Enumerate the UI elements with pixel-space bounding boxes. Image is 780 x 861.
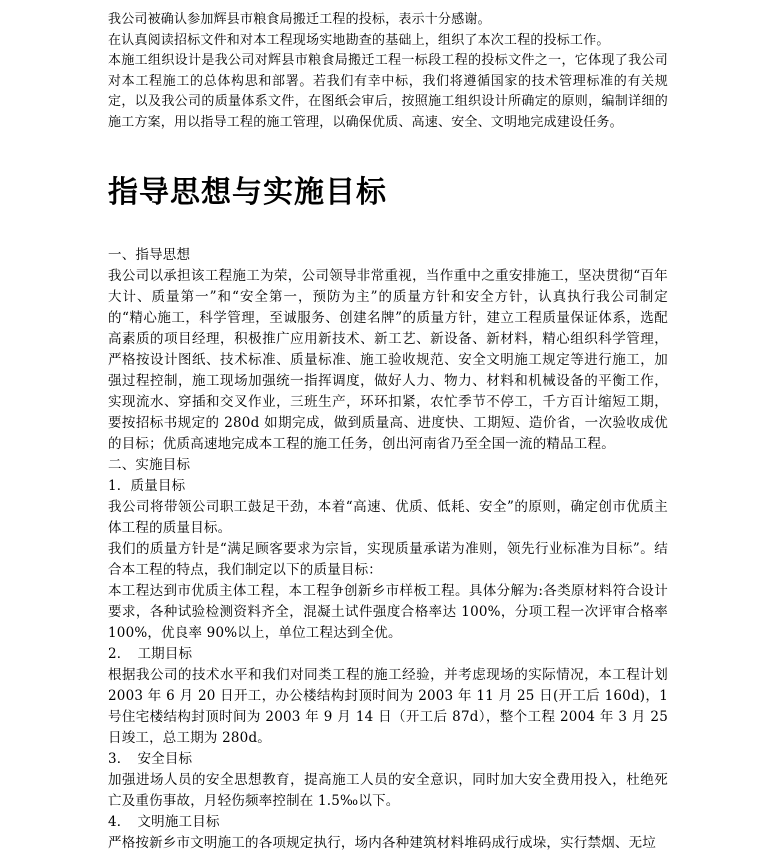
intro-paragraph: 我公司被确认参加辉县市粮食局搬迁工程的投标，表示十分感谢。 — [108, 12, 491, 27]
body-paragraph: 根据我公司的技术水平和我们对同类工程的施工经验，并考虑现场的实际情况，本工程计划 2003 年 6 月 20 日开工，办公楼结构封顶时间为 2003 年 11 月 25 日(开工后 160d)，1 号住宅楼结构封顶时间为 2003 年 9 月 14 日（开工后 87d），整个工程 2004 年 3 月 25 日竣工，总工期为 280d。 — [108, 667, 668, 746]
intro-paragraph: 本施工组织设计是我公司对辉县市粮食局搬迁工程一标段工程的投标文件之一，它体现了我公司对本工程施工的总体构思和部署。若我们有幸中标，我们将遵循国家的技术管理标准的有关规定，以及我公司的质量体系文件，在图纸会审后，按照施工组织设计所确定的原则，编制详细的施工方案，用以指导工程的施工管理，以确保优质、高速、安全、文明地完成建设任务。 — [108, 53, 668, 130]
body-paragraph: 我公司以承担该工程施工为荣，公司领导非常重视，当作重中之重安排施工，坚决贯彻“百年大计、质量第一”和“安全第一，预防为主”的质量方针和安全方针，认真执行我公司制定的“精心施工，科学管理，至诚服务、创建名牌”的质量方针，建立工程质量保证体系，选配高素质的项目经理，积极推广应用新技术、新工艺、新设备、新材料，精心组织科学管理，严格按设计图纸、技术标准、质量标准、施工验收规范、安全文明施工规定等进行施工，加强过程控制，施工现场加强统一指挥调度，做好人力、物力、材料和机械设备的平衡工作，实现流水、穿插和交叉作业，三班生产，环环扣紧，农忙季节不停工，千方百计缩短工期，要按招标书规定的 280d 如期完成，做到质量高、进度快、工期短、造价省，一次验收成优的目标；优质高速地完成本工程的施工任务，创出河南省乃至全国一流的精品工程。 — [108, 268, 668, 452]
heading-schedule-goal: 2． 工期目标 — [108, 646, 193, 662]
body-paragraph: 本工程达到市优质主体工程，本工程争创新乡市样板工程。具体分解为:各类原材料符合设计要求，各种试验检测资料齐全，混凝土试件强度合格率达 100%，分项工程一次评审合格率 100%，优良率 90%以上，单位工程达到全优。 — [108, 583, 668, 641]
section-title: 指导思想与实施目标 — [108, 175, 387, 210]
heading-quality-goal: 1．质量目标 — [108, 478, 186, 494]
intro-paragraph: 在认真阅读招标文件和对本工程现场实地勘查的基础上，组织了本次工程的投标工作。 — [108, 32, 610, 48]
heading-guiding-ideology: 一、指导思想 — [108, 247, 191, 263]
body-paragraph: 加强进场人员的安全思想教育，提高施工人员的安全意识，同时加大安全费用投入，杜绝死亡及重伤事故，月轻伤频率控制在 1.5‰以下。 — [108, 772, 668, 809]
document-page — [108, 10, 668, 854]
heading-safety-goal: 3． 安全目标 — [108, 751, 193, 767]
body-paragraph: 我们的质量方针是“满足顾客要求为宗旨，实现质量承诺为准则，领先行业标准为目标”。结合本工程的特点，我们制定以下的质量目标： — [108, 541, 668, 578]
heading-civilized-construction-goal: 4． 文明施工目标 — [108, 814, 220, 830]
body-paragraph: 严格按新乡市文明施工的各项规定执行，场内各种建筑材料堆码成行成垛，实行禁烟、无垃 — [108, 835, 656, 851]
body-paragraph: 我公司将带领公司职工鼓足干劲，本着“高速、优质、低耗、安全”的原则，确定创市优质主体工程的质量目标。 — [108, 499, 668, 536]
body-section — [108, 245, 668, 854]
heading-implementation-goals: 二、实施目标 — [108, 457, 191, 473]
intro-section — [108, 10, 668, 133]
